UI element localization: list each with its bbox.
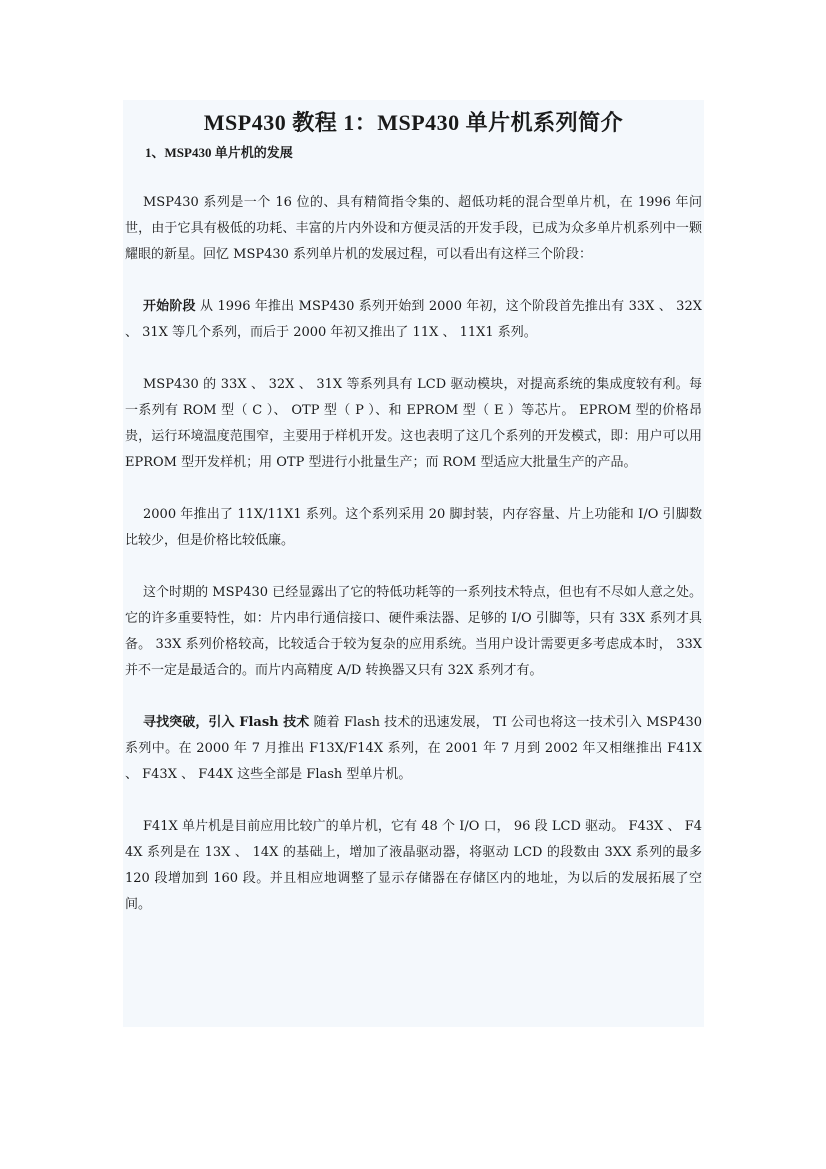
section-heading: 1、MSP430 单片机的发展 — [145, 145, 293, 160]
paragraph-text: 这个时期的 MSP430 已经显露出了它的特低功耗等的一系列技术特点，但也有不尽如人意之处。它的许多重要特性，如：片内串行通信接口、硬件乘法器、足够的 I/O 引脚等，只有 33X 系列才具备。 33X 系列价格较高，比较适合于较为复杂的应用系统。当用户设计需要更多考虑成本时， 33X 并不一定是最适合的。而片内高精度 A/D 转换器又只有 32X 系列才有。 — [125, 585, 702, 678]
document-panel — [123, 100, 704, 1027]
paragraph-text: MSP430 系列是一个 16 位的、具有精简指令集的、超低功耗的混合型单片机，在 1996 年问世，由于它具有极低的功耗、丰富的片内外设和方便灵活的开发手段，已成为众多单片机系列中一颗耀眼的新星。回忆 MSP430 系列单片机的发展过程，可以看出有这样三个阶段： — [125, 195, 702, 262]
paragraph-lead: 寻找突破，引入 Flash 技术 — [143, 715, 310, 730]
paragraph-intro — [125, 190, 702, 268]
paragraph-limitations — [125, 580, 702, 684]
document-title: MSP430 教程 1：MSP430 单片机系列简介 — [203, 110, 624, 135]
paragraph-initial-stage — [125, 294, 702, 346]
paragraph-33x-series — [125, 372, 702, 476]
paragraph-text: MSP430 的 33X 、 32X 、 31X 等系列具有 LCD 驱动模块，对提高系统的集成度较有利。每一系列有 ROM 型（ C ）、 OTP 型（ P ）、和 EPROM 型（ E ）等芯片。 EPROM 型的价格昂贵，运行环境温度范围窄，主要用于样机开发。这也表明了这几个系列的开发模式，即：用户可以用 EPROM 型开发样机；用 OTP 型进行小批量生产；而 ROM 型适应大批量生产的产品。 — [125, 377, 702, 470]
paragraph-lead: 开始阶段 — [143, 299, 196, 314]
paragraph-text: 随着 Flash 技术的迅速发展， TI 公司也将这一技术引入 MSP430 系列中。在 2000 年 7 月推出 F13X/F14X 系列，在 2001 年 7 月到 2002 年又相继推出 F41X 、 F43X 、 F44X 这些全部是 Flash 型单片机。 — [125, 715, 702, 782]
paragraph-text: 从 1996 年推出 MSP430 系列开始到 2000 年初，这个阶段首先推出有 33X 、 32X 、 31X 等几个系列，而后于 2000 年初又推出了 11X 、 11X1 系列。 — [125, 299, 702, 340]
paragraph-f41x-series — [125, 814, 702, 918]
paragraph-flash-breakthrough — [125, 710, 702, 788]
paragraph-text: 2000 年推出了 11X/11X1 系列。这个系列采用 20 脚封装，内存容量、片上功能和 I/O 引脚数比较少，但是价格比较低廉。 — [125, 507, 702, 548]
paragraph-text: F41X 单片机是目前应用比较广的单片机，它有 48 个 I/O 口， 96 段 LCD 驱动。 F43X 、 F44X 系列是在 13X 、 14X 的基础上，增加了液晶驱动器，将驱动 LCD 的段数由 3XX 系列的最多 120 段增加到 160 段。并且相应地调整了显示存储器在存储区内的地址，为以后的发展拓展了空间。 — [125, 819, 702, 912]
paragraph-11x-series — [125, 502, 702, 554]
